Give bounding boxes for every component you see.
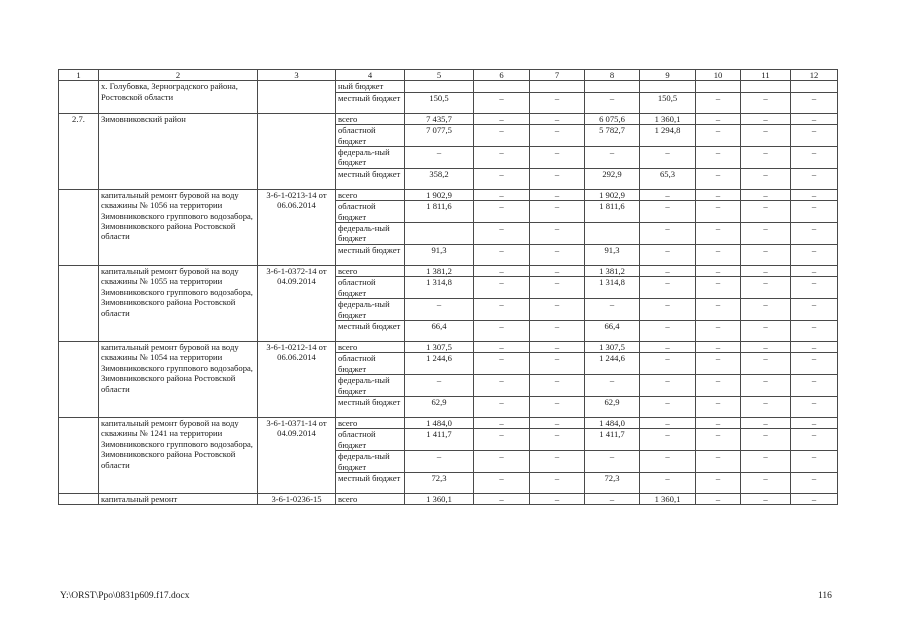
table-row bbox=[59, 341, 838, 352]
table-row bbox=[59, 417, 838, 428]
value-cell: – bbox=[530, 472, 585, 493]
value-cell: – bbox=[640, 320, 696, 341]
table-row bbox=[59, 265, 838, 276]
value-cell: 150,5 bbox=[405, 92, 474, 113]
value-cell: – bbox=[474, 320, 530, 341]
value-cell: – bbox=[640, 277, 696, 299]
value-cell: – bbox=[640, 375, 696, 397]
value-cell: – bbox=[696, 189, 741, 200]
value-cell bbox=[405, 223, 474, 245]
header-cell: 11 bbox=[741, 70, 791, 81]
value-cell: – bbox=[474, 277, 530, 299]
value-cell: 1 811,6 bbox=[585, 201, 640, 223]
value-cell: 1 381,2 bbox=[585, 265, 640, 276]
value-cell: – bbox=[696, 341, 741, 352]
value-cell: – bbox=[791, 417, 838, 428]
value-cell: – bbox=[791, 451, 838, 473]
value-cell: – bbox=[741, 451, 791, 473]
value-cell: 66,4 bbox=[585, 320, 640, 341]
item-number bbox=[59, 265, 99, 341]
budget-type: местный бюджет bbox=[336, 92, 405, 113]
value-cell: – bbox=[741, 277, 791, 299]
value-cell: – bbox=[696, 472, 741, 493]
value-cell: – bbox=[741, 429, 791, 451]
value-cell: 1 360,1 bbox=[640, 493, 696, 504]
value-cell: 72,3 bbox=[585, 472, 640, 493]
value-cell: – bbox=[474, 396, 530, 417]
value-cell: – bbox=[741, 244, 791, 265]
document-code: 3-6-1-0371-14 от 04.09.2014 bbox=[258, 417, 336, 493]
item-name: Зимовниковский район bbox=[99, 113, 258, 189]
value-cell: 150,5 bbox=[640, 92, 696, 113]
value-cell: 1 484,0 bbox=[405, 417, 474, 428]
value-cell: – bbox=[530, 451, 585, 473]
value-cell bbox=[741, 81, 791, 92]
value-cell: 1 381,2 bbox=[405, 265, 474, 276]
value-cell: – bbox=[696, 320, 741, 341]
value-cell: – bbox=[474, 201, 530, 223]
value-cell: 91,3 bbox=[585, 244, 640, 265]
footer-file-path: Y:\ORST\Ppo\0831p609.f17.docx bbox=[60, 591, 190, 601]
value-cell: 358,2 bbox=[405, 168, 474, 189]
budget-type: местный бюджет bbox=[336, 244, 405, 265]
value-cell: – bbox=[640, 396, 696, 417]
item-name: капитальный ремонт буровой на воду скважины № 1054 на территории Зимовниковского группового водозабора, Зимовниковского района Ростовской области bbox=[99, 341, 258, 417]
value-cell: 1 244,6 bbox=[405, 353, 474, 375]
item-number: 2.7. bbox=[59, 113, 99, 189]
footer-page-number: 116 bbox=[818, 591, 832, 601]
value-cell: – bbox=[474, 125, 530, 147]
item-name: капитальный ремонт буровой на воду скважины № 1055 на территории Зимовниковского группового водозабора, Зимовниковского района Ростовской области bbox=[99, 265, 258, 341]
value-cell: – bbox=[530, 223, 585, 245]
value-cell: 72,3 bbox=[405, 472, 474, 493]
value-cell: 1 314,8 bbox=[585, 277, 640, 299]
budget-type: федераль-ный бюджет bbox=[336, 147, 405, 169]
value-cell: – bbox=[696, 125, 741, 147]
item-number bbox=[59, 81, 99, 113]
table-row bbox=[59, 189, 838, 200]
value-cell: – bbox=[640, 147, 696, 169]
value-cell: – bbox=[696, 201, 741, 223]
budget-type: федераль-ный бюджет bbox=[336, 451, 405, 473]
value-cell: – bbox=[530, 201, 585, 223]
budget-table bbox=[58, 69, 838, 505]
header-cell: 5 bbox=[405, 70, 474, 81]
value-cell: – bbox=[791, 244, 838, 265]
value-cell: – bbox=[741, 341, 791, 352]
value-cell: – bbox=[791, 341, 838, 352]
value-cell: – bbox=[791, 299, 838, 321]
document-code: 3-6-1-0236-15 bbox=[258, 493, 336, 504]
value-cell: – bbox=[585, 493, 640, 504]
value-cell bbox=[696, 81, 741, 92]
budget-type: федераль-ный бюджет bbox=[336, 299, 405, 321]
value-cell: – bbox=[405, 451, 474, 473]
value-cell: – bbox=[474, 451, 530, 473]
value-cell: – bbox=[530, 341, 585, 352]
value-cell: – bbox=[791, 353, 838, 375]
budget-type: областной бюджет bbox=[336, 429, 405, 451]
value-cell: – bbox=[640, 244, 696, 265]
value-cell: 1 360,1 bbox=[640, 113, 696, 124]
value-cell: – bbox=[585, 451, 640, 473]
value-cell: 1 411,7 bbox=[405, 429, 474, 451]
value-cell: – bbox=[530, 396, 585, 417]
value-cell: – bbox=[530, 189, 585, 200]
value-cell: 5 782,7 bbox=[585, 125, 640, 147]
value-cell: – bbox=[791, 396, 838, 417]
budget-type: всего bbox=[336, 493, 405, 504]
value-cell bbox=[640, 81, 696, 92]
value-cell: – bbox=[585, 92, 640, 113]
value-cell: – bbox=[585, 299, 640, 321]
value-cell: – bbox=[696, 429, 741, 451]
budget-type: областной бюджет bbox=[336, 201, 405, 223]
value-cell: – bbox=[741, 265, 791, 276]
value-cell: 1 902,9 bbox=[585, 189, 640, 200]
value-cell: 7 435,7 bbox=[405, 113, 474, 124]
value-cell: – bbox=[640, 201, 696, 223]
value-cell: 1 411,7 bbox=[585, 429, 640, 451]
value-cell: – bbox=[741, 353, 791, 375]
value-cell: – bbox=[474, 113, 530, 124]
item-name: х. Голубовка, Зерноградского района, Ростовской области bbox=[99, 81, 258, 113]
item-number bbox=[59, 189, 99, 265]
budget-type: местный бюджет bbox=[336, 168, 405, 189]
value-cell: – bbox=[474, 472, 530, 493]
budget-type: областной бюджет bbox=[336, 277, 405, 299]
value-cell: – bbox=[530, 375, 585, 397]
header-cell: 1 bbox=[59, 70, 99, 81]
value-cell: – bbox=[741, 125, 791, 147]
value-cell: – bbox=[791, 113, 838, 124]
value-cell: – bbox=[791, 429, 838, 451]
value-cell: – bbox=[530, 277, 585, 299]
item-name: капитальный ремонт буровой на воду скважины № 1241 на территории Зимовниковского группового водозабора, Зимовниковского района Ростовской области bbox=[99, 417, 258, 493]
value-cell: – bbox=[791, 265, 838, 276]
value-cell: – bbox=[741, 147, 791, 169]
table-row bbox=[59, 493, 838, 504]
value-cell: 62,9 bbox=[585, 396, 640, 417]
value-cell: – bbox=[530, 125, 585, 147]
budget-type: федераль-ный бюджет bbox=[336, 375, 405, 397]
value-cell: 65,3 bbox=[640, 168, 696, 189]
document-code bbox=[258, 81, 336, 113]
value-cell: 62,9 bbox=[405, 396, 474, 417]
value-cell: – bbox=[530, 320, 585, 341]
value-cell: 91,3 bbox=[405, 244, 474, 265]
budget-type: местный бюджет bbox=[336, 472, 405, 493]
value-cell: – bbox=[530, 429, 585, 451]
value-cell: – bbox=[530, 168, 585, 189]
value-cell: – bbox=[640, 353, 696, 375]
value-cell: – bbox=[741, 396, 791, 417]
value-cell: 7 077,5 bbox=[405, 125, 474, 147]
value-cell: – bbox=[474, 92, 530, 113]
value-cell: 6 075,6 bbox=[585, 113, 640, 124]
item-name: капитальный ремонт bbox=[99, 493, 258, 504]
value-cell: – bbox=[696, 244, 741, 265]
table-row bbox=[59, 81, 838, 92]
document-code: 3-6-1-0212-14 от 06.06.2014 bbox=[258, 341, 336, 417]
budget-type: областной бюджет bbox=[336, 125, 405, 147]
value-cell: 1 902,9 bbox=[405, 189, 474, 200]
value-cell: – bbox=[530, 113, 585, 124]
value-cell: – bbox=[405, 147, 474, 169]
document-code bbox=[258, 113, 336, 189]
value-cell: 66,4 bbox=[405, 320, 474, 341]
value-cell: – bbox=[474, 189, 530, 200]
value-cell: – bbox=[530, 244, 585, 265]
value-cell: – bbox=[640, 451, 696, 473]
value-cell: – bbox=[741, 201, 791, 223]
value-cell: – bbox=[791, 472, 838, 493]
value-cell: – bbox=[696, 396, 741, 417]
budget-type: местный бюджет bbox=[336, 320, 405, 341]
header-cell: 7 bbox=[530, 70, 585, 81]
value-cell: – bbox=[474, 168, 530, 189]
item-number bbox=[59, 341, 99, 417]
header-cell: 4 bbox=[336, 70, 405, 81]
header-cell: 9 bbox=[640, 70, 696, 81]
value-cell: – bbox=[474, 375, 530, 397]
budget-type: ный бюджет bbox=[336, 81, 405, 92]
value-cell: 1 484,0 bbox=[585, 417, 640, 428]
value-cell: – bbox=[474, 147, 530, 169]
value-cell: – bbox=[530, 417, 585, 428]
value-cell: – bbox=[741, 472, 791, 493]
value-cell: – bbox=[640, 472, 696, 493]
budget-type: всего bbox=[336, 189, 405, 200]
value-cell: – bbox=[696, 113, 741, 124]
value-cell: – bbox=[640, 429, 696, 451]
value-cell: – bbox=[474, 353, 530, 375]
value-cell: – bbox=[741, 223, 791, 245]
value-cell bbox=[530, 81, 585, 92]
value-cell: – bbox=[640, 417, 696, 428]
value-cell: 292,9 bbox=[585, 168, 640, 189]
document-code: 3-6-1-0372-14 от 04.09.2014 bbox=[258, 265, 336, 341]
value-cell: 1 314,8 bbox=[405, 277, 474, 299]
value-cell: – bbox=[696, 417, 741, 428]
value-cell: – bbox=[585, 147, 640, 169]
item-number bbox=[59, 493, 99, 504]
value-cell bbox=[474, 81, 530, 92]
value-cell: 1 294,8 bbox=[640, 125, 696, 147]
value-cell: – bbox=[791, 189, 838, 200]
value-cell: – bbox=[530, 265, 585, 276]
value-cell: – bbox=[696, 451, 741, 473]
value-cell: – bbox=[741, 168, 791, 189]
document-code: 3-6-1-0213-14 от 06.06.2014 bbox=[258, 189, 336, 265]
value-cell: – bbox=[741, 375, 791, 397]
value-cell bbox=[791, 81, 838, 92]
value-cell: – bbox=[585, 375, 640, 397]
value-cell bbox=[585, 81, 640, 92]
value-cell: – bbox=[791, 223, 838, 245]
budget-type: всего bbox=[336, 417, 405, 428]
item-number bbox=[59, 417, 99, 493]
value-cell: – bbox=[696, 168, 741, 189]
value-cell: – bbox=[791, 375, 838, 397]
value-cell: – bbox=[474, 223, 530, 245]
item-name: капитальный ремонт буровой на воду скважины № 1056 на территории Зимовниковского группового водозабора, Зимовниковского района Ростовской области bbox=[99, 189, 258, 265]
value-cell: 1 811,6 bbox=[405, 201, 474, 223]
value-cell: – bbox=[791, 493, 838, 504]
value-cell: – bbox=[640, 299, 696, 321]
table-row bbox=[59, 113, 838, 124]
header-cell: 6 bbox=[474, 70, 530, 81]
value-cell: – bbox=[696, 147, 741, 169]
value-cell: – bbox=[530, 299, 585, 321]
value-cell: 1 244,6 bbox=[585, 353, 640, 375]
table-body bbox=[59, 70, 838, 505]
value-cell: – bbox=[474, 493, 530, 504]
budget-type: местный бюджет bbox=[336, 396, 405, 417]
value-cell: – bbox=[530, 353, 585, 375]
value-cell: – bbox=[741, 417, 791, 428]
value-cell: – bbox=[474, 265, 530, 276]
value-cell: – bbox=[696, 92, 741, 113]
value-cell: – bbox=[791, 277, 838, 299]
value-cell: – bbox=[640, 223, 696, 245]
value-cell: – bbox=[696, 277, 741, 299]
value-cell: – bbox=[640, 341, 696, 352]
value-cell: – bbox=[530, 493, 585, 504]
value-cell: – bbox=[405, 299, 474, 321]
value-cell: – bbox=[696, 223, 741, 245]
value-cell bbox=[405, 81, 474, 92]
value-cell: – bbox=[640, 189, 696, 200]
value-cell: – bbox=[741, 113, 791, 124]
value-cell: – bbox=[741, 92, 791, 113]
value-cell: – bbox=[791, 125, 838, 147]
value-cell: – bbox=[474, 429, 530, 451]
value-cell: – bbox=[791, 147, 838, 169]
value-cell: – bbox=[791, 320, 838, 341]
header-cell: 8 bbox=[585, 70, 640, 81]
header-cell: 3 bbox=[258, 70, 336, 81]
value-cell: – bbox=[741, 299, 791, 321]
value-cell: – bbox=[405, 375, 474, 397]
value-cell: – bbox=[741, 189, 791, 200]
value-cell: – bbox=[791, 92, 838, 113]
value-cell: – bbox=[474, 341, 530, 352]
value-cell: – bbox=[530, 147, 585, 169]
budget-type: всего bbox=[336, 341, 405, 352]
header-cell: 2 bbox=[99, 70, 258, 81]
value-cell: – bbox=[696, 353, 741, 375]
budget-type: всего bbox=[336, 265, 405, 276]
value-cell: 1 360,1 bbox=[405, 493, 474, 504]
header-cell: 10 bbox=[696, 70, 741, 81]
value-cell: – bbox=[741, 493, 791, 504]
value-cell: – bbox=[791, 201, 838, 223]
value-cell: – bbox=[640, 265, 696, 276]
value-cell: – bbox=[696, 493, 741, 504]
value-cell: – bbox=[474, 417, 530, 428]
header-row bbox=[59, 70, 838, 81]
header-cell: 12 bbox=[791, 70, 838, 81]
value-cell bbox=[585, 223, 640, 245]
value-cell: – bbox=[696, 375, 741, 397]
value-cell: – bbox=[696, 299, 741, 321]
budget-type: федераль-ный бюджет bbox=[336, 223, 405, 245]
value-cell: – bbox=[741, 320, 791, 341]
value-cell: – bbox=[474, 244, 530, 265]
value-cell: – bbox=[474, 299, 530, 321]
value-cell: 1 307,5 bbox=[585, 341, 640, 352]
value-cell: – bbox=[530, 92, 585, 113]
value-cell: – bbox=[696, 265, 741, 276]
value-cell: – bbox=[791, 168, 838, 189]
budget-type: областной бюджет bbox=[336, 353, 405, 375]
value-cell: 1 307,5 bbox=[405, 341, 474, 352]
budget-type: всего bbox=[336, 113, 405, 124]
